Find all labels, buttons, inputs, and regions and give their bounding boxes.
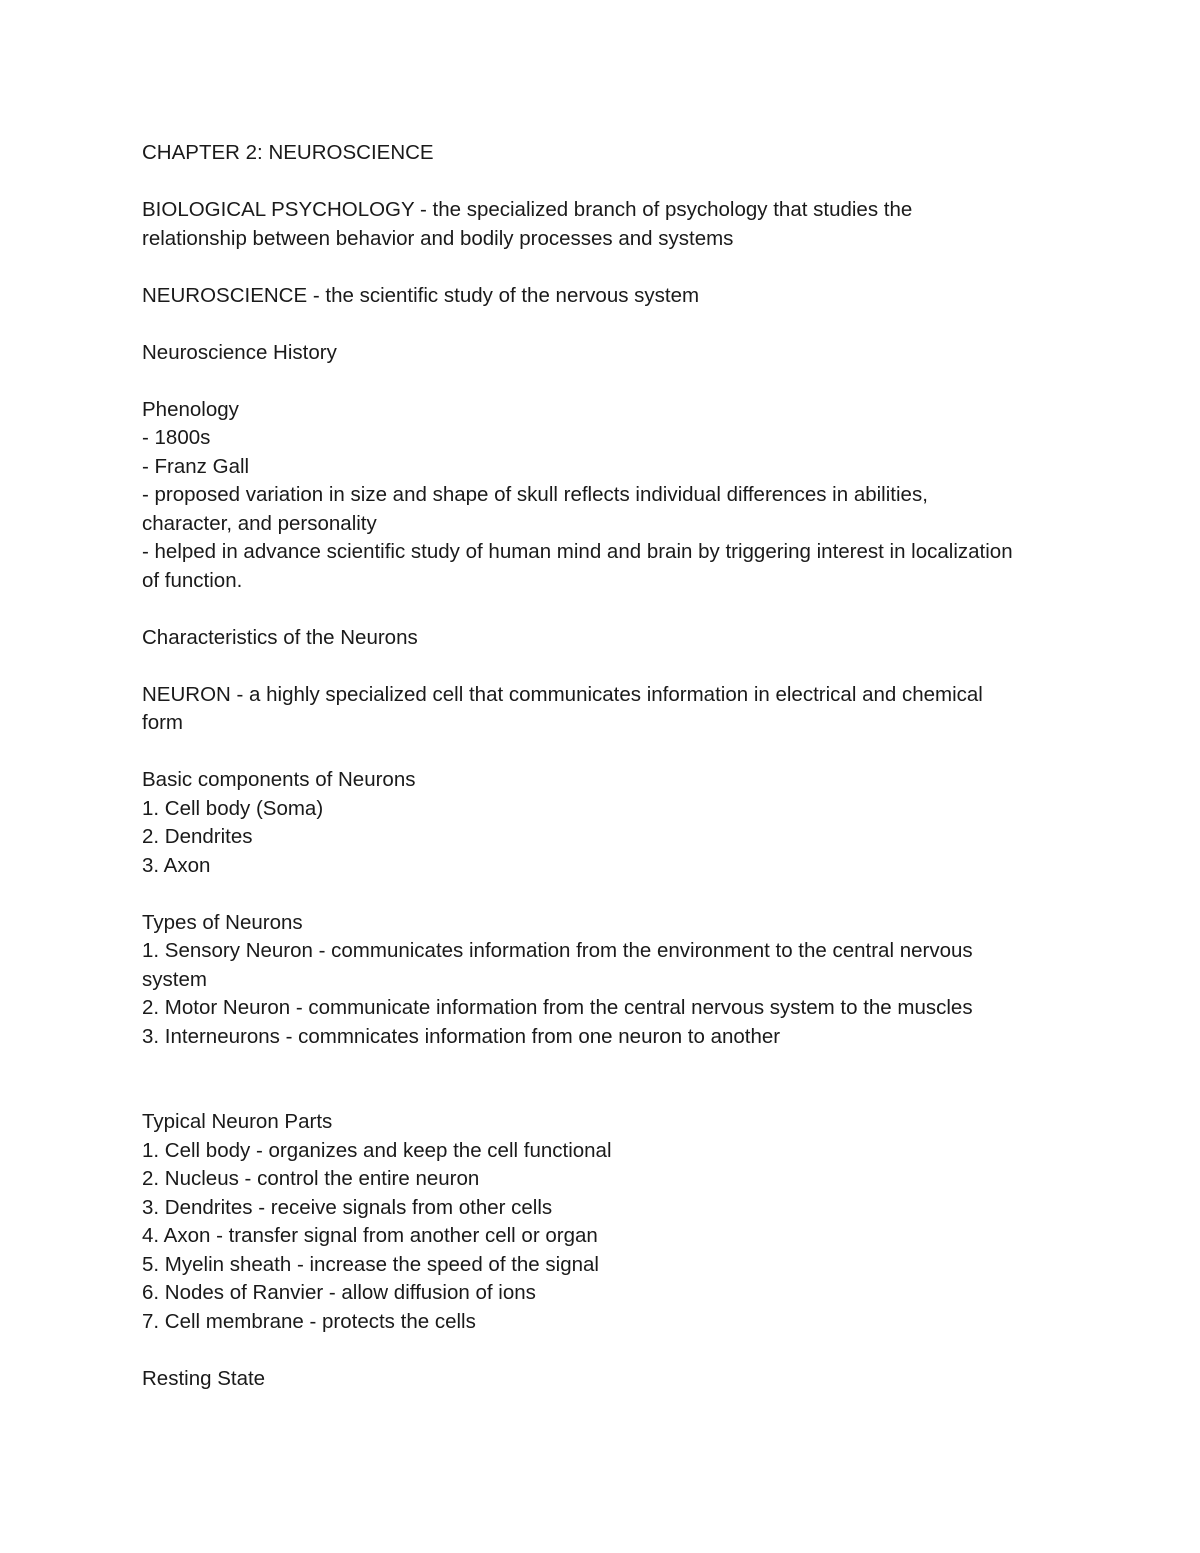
spacer — [142, 1080, 1072, 1109]
phenology-item: - 1800s — [142, 426, 211, 449]
list-item: 1. Cell body - organizes and keep the cell functional — [142, 1138, 612, 1162]
phenology-section — [142, 396, 1072, 596]
neuron-definition — [142, 681, 1072, 738]
list-item: 1. Sensory Neuron - communicates information from the environment to the central nervous — [142, 939, 973, 962]
spacer — [142, 1051, 1072, 1080]
phenology-item: - proposed variation in size and shape of skull reflects individual differences in abilities, — [142, 483, 928, 506]
neuroscience-definition: NEUROSCIENCE - the scientific study of the nervous system — [142, 283, 700, 307]
history-heading: Neuroscience History — [142, 340, 337, 364]
types-heading: Types of Neurons — [142, 910, 303, 934]
phenology-item: of function. — [142, 568, 243, 592]
spacer — [142, 367, 1072, 396]
characteristics-heading: Characteristics of the Neurons — [142, 625, 418, 649]
resting-state-heading: Resting State — [142, 1366, 266, 1390]
list-item: 6. Nodes of Ranvier - allow diffusion of ions — [142, 1281, 536, 1304]
list-item: system — [142, 967, 207, 991]
spacer — [142, 1336, 1072, 1365]
neuron-def-line-1: NEURON - a highly specialized cell that communicates information in electrical and chemical — [142, 682, 983, 706]
bio-psych-definition — [142, 196, 1072, 253]
spacer — [142, 738, 1072, 767]
list-item: 5. Myelin sheath - increase the speed of the signal — [142, 1252, 599, 1276]
spacer — [142, 880, 1072, 909]
spacer — [142, 310, 1072, 339]
types-of-neurons-section — [142, 909, 1072, 1052]
spacer — [142, 253, 1072, 282]
list-item: 2. Motor Neuron - communicate information from the central nervous system to the muscles — [142, 996, 973, 1019]
list-item: 3. Dendrites - receive signals from other cells — [142, 1195, 553, 1219]
list-item: 4. Axon - transfer signal from another cell or organ — [142, 1224, 598, 1247]
phenology-item: - Franz Gall — [142, 454, 250, 478]
list-item: 1. Cell body (Soma) — [142, 796, 324, 820]
list-item: 3. Interneurons - commnicates information from one neuron to another — [142, 1024, 781, 1048]
phenology-item: - helped in advance scientific study of human mind and brain by triggering interest in localization — [142, 540, 1013, 563]
phenology-item: character, and personality — [142, 511, 377, 535]
phenology-heading: Phenology — [142, 397, 239, 421]
list-item: 3. Axon — [142, 853, 211, 877]
bio-psych-line-1: BIOLOGICAL PSYCHOLOGY - the specialized branch of psychology that studies the — [142, 198, 913, 221]
document-page — [142, 139, 1072, 1393]
bio-psych-line-2: relationship between behavior and bodily processes and systems — [142, 226, 734, 250]
spacer — [142, 168, 1072, 197]
basic-components-section — [142, 766, 1072, 880]
typical-parts-heading: Typical Neuron Parts — [142, 1110, 333, 1133]
list-item: 7. Cell membrane - protects the cells — [142, 1309, 476, 1333]
chapter-title: CHAPTER 2: NEUROSCIENCE — [142, 141, 434, 164]
spacer — [142, 595, 1072, 624]
basic-components-heading: Basic components of Neurons — [142, 768, 416, 791]
neuron-def-line-2: form — [142, 711, 183, 734]
list-item: 2. Dendrites — [142, 825, 253, 848]
list-item: 2. Nucleus - control the entire neuron — [142, 1167, 480, 1190]
spacer — [142, 652, 1072, 681]
typical-parts-section — [142, 1108, 1072, 1336]
